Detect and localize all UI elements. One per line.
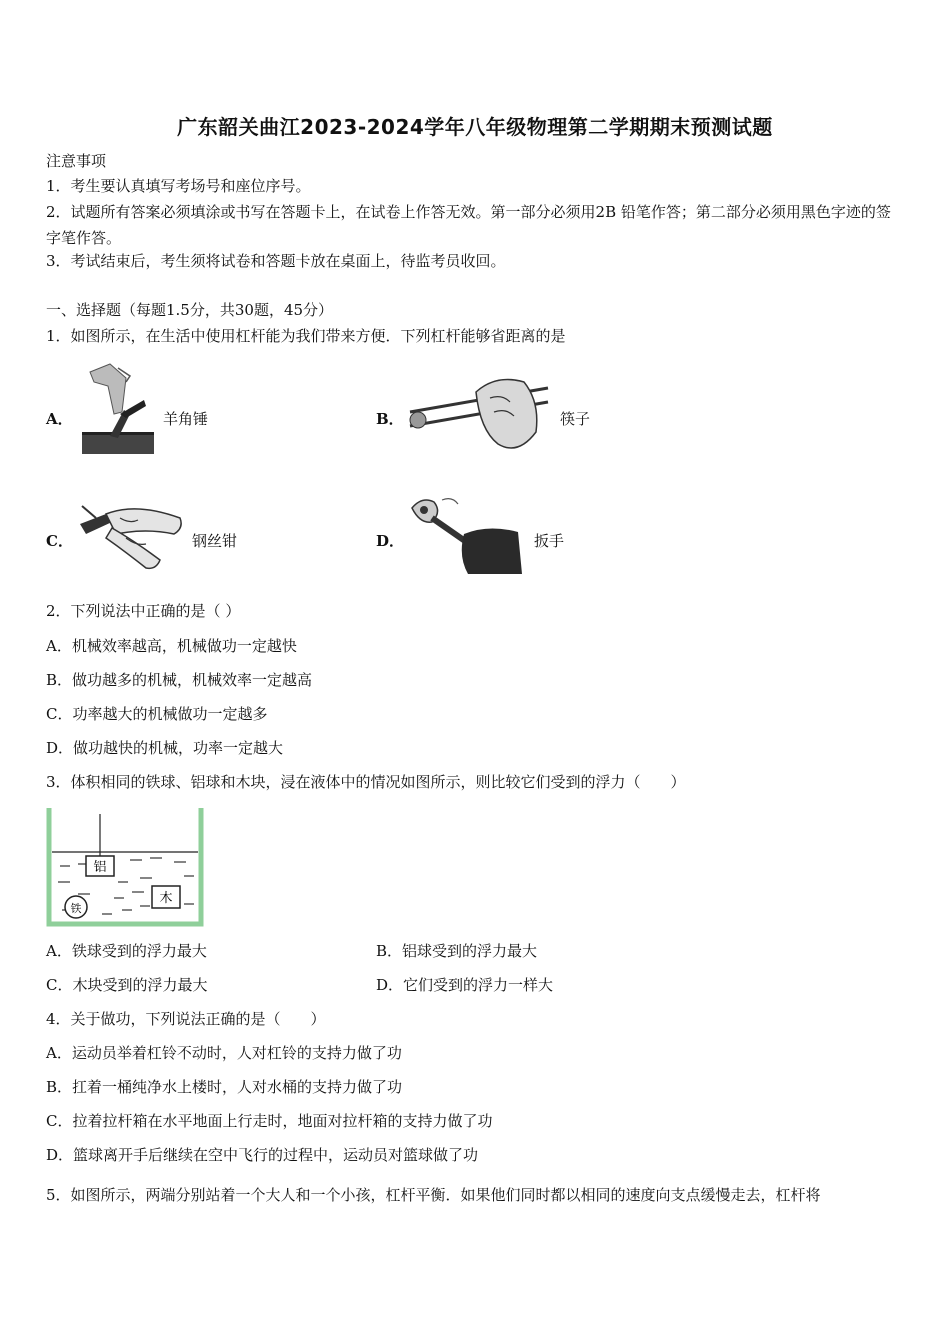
q4-option-c: C．拉着拉杆箱在水平地面上行走时，地面对拉杆箱的支持力做了功 (46, 1112, 493, 1130)
wire-pliers-illustration (76, 494, 188, 574)
notice-item-1: 1．考生要认真填写考场号和座位序号。 (46, 177, 311, 195)
q2-option-c: C．功率越大的机械做功一定越多 (46, 705, 268, 723)
buoyancy-container-figure (44, 806, 206, 930)
claw-hammer-illustration (80, 362, 160, 457)
q4-option-b: B．扛着一桶纯净水上楼时，人对水桶的支持力做了功 (46, 1078, 403, 1096)
aluminum-block-label: 铝 (93, 860, 107, 875)
q1-option-a-label: 羊角锤 (163, 410, 209, 428)
notice-item-2: 2．试题所有答案必须填涂或书写在答题卡上，在试卷上作答无效。第一部分必须用2B 铅笔作答；第二部分必须用黑色字迹的签字笔作答。 (46, 203, 891, 247)
q1-option-c-letter: C． (46, 532, 73, 550)
q1-option-a-letter: A． (46, 410, 73, 428)
q3-option-a: A．铁球受到的浮力最大 (46, 942, 207, 960)
notice-item-3: 3．考试结束后，考生须将试卷和答题卡放在桌面上，待监考员收回。 (46, 252, 506, 270)
q4-option-a: A．运动员举着杠铃不动时，人对杠铃的支持力做了功 (46, 1044, 402, 1062)
q3-option-d: D．它们受到的浮力一样大 (376, 976, 554, 994)
q1-option-d-label: 扳手 (534, 532, 565, 550)
q3-option-b: B．铝球受到的浮力最大 (376, 942, 538, 960)
wood-block-label: 木 (159, 891, 173, 906)
q1-option-d-letter: D． (376, 532, 405, 550)
q1-option-b-letter: B． (376, 410, 404, 428)
q4-stem: 4．关于做功，下列说法正确的是（ ） (46, 1010, 326, 1028)
page-title: 广东韶关曲江2023-2024学年八年级物理第二学期期末预测试题 (177, 115, 773, 139)
q2-stem: 2．下列说法中正确的是（ ） (46, 602, 241, 620)
q1-option-c-label: 钢丝钳 (192, 532, 238, 550)
q3-option-c: C．木块受到的浮力最大 (46, 976, 208, 994)
iron-ball-label: 铁 (70, 902, 82, 915)
notice-heading: 注意事项 (46, 152, 107, 170)
q5-stem: 5．如图所示，两端分别站着一个大人和一个小孩，杠杆平衡．如果他们同时都以相同的速度向支点缓慢走去，杠杆将 (46, 1186, 821, 1204)
q4-option-d: D．篮球离开手后继续在空中飞行的过程中，运动员对篮球做了功 (46, 1146, 479, 1164)
q1-option-b-label: 筷子 (560, 410, 591, 428)
wrench-illustration (408, 494, 526, 576)
q2-option-d: D．做功越快的机械，功率一定越大 (46, 739, 284, 757)
q1-stem: 1．如图所示，在生活中使用杠杆能为我们带来方便．下列杠杆能够省距离的是 (46, 327, 566, 345)
chopsticks-illustration (406, 372, 551, 456)
q2-option-b: B．做功越多的机械，机械效率一定越高 (46, 671, 313, 689)
q3-stem: 3．体积相同的铁球、铝球和木块，浸在液体中的情况如图所示，则比较它们受到的浮力（ ） (46, 773, 686, 791)
section-heading: 一、选择题（每题1.5分，共30题，45分） (46, 301, 334, 319)
q2-option-a: A．机械效率越高，机械做功一定越快 (46, 637, 297, 655)
